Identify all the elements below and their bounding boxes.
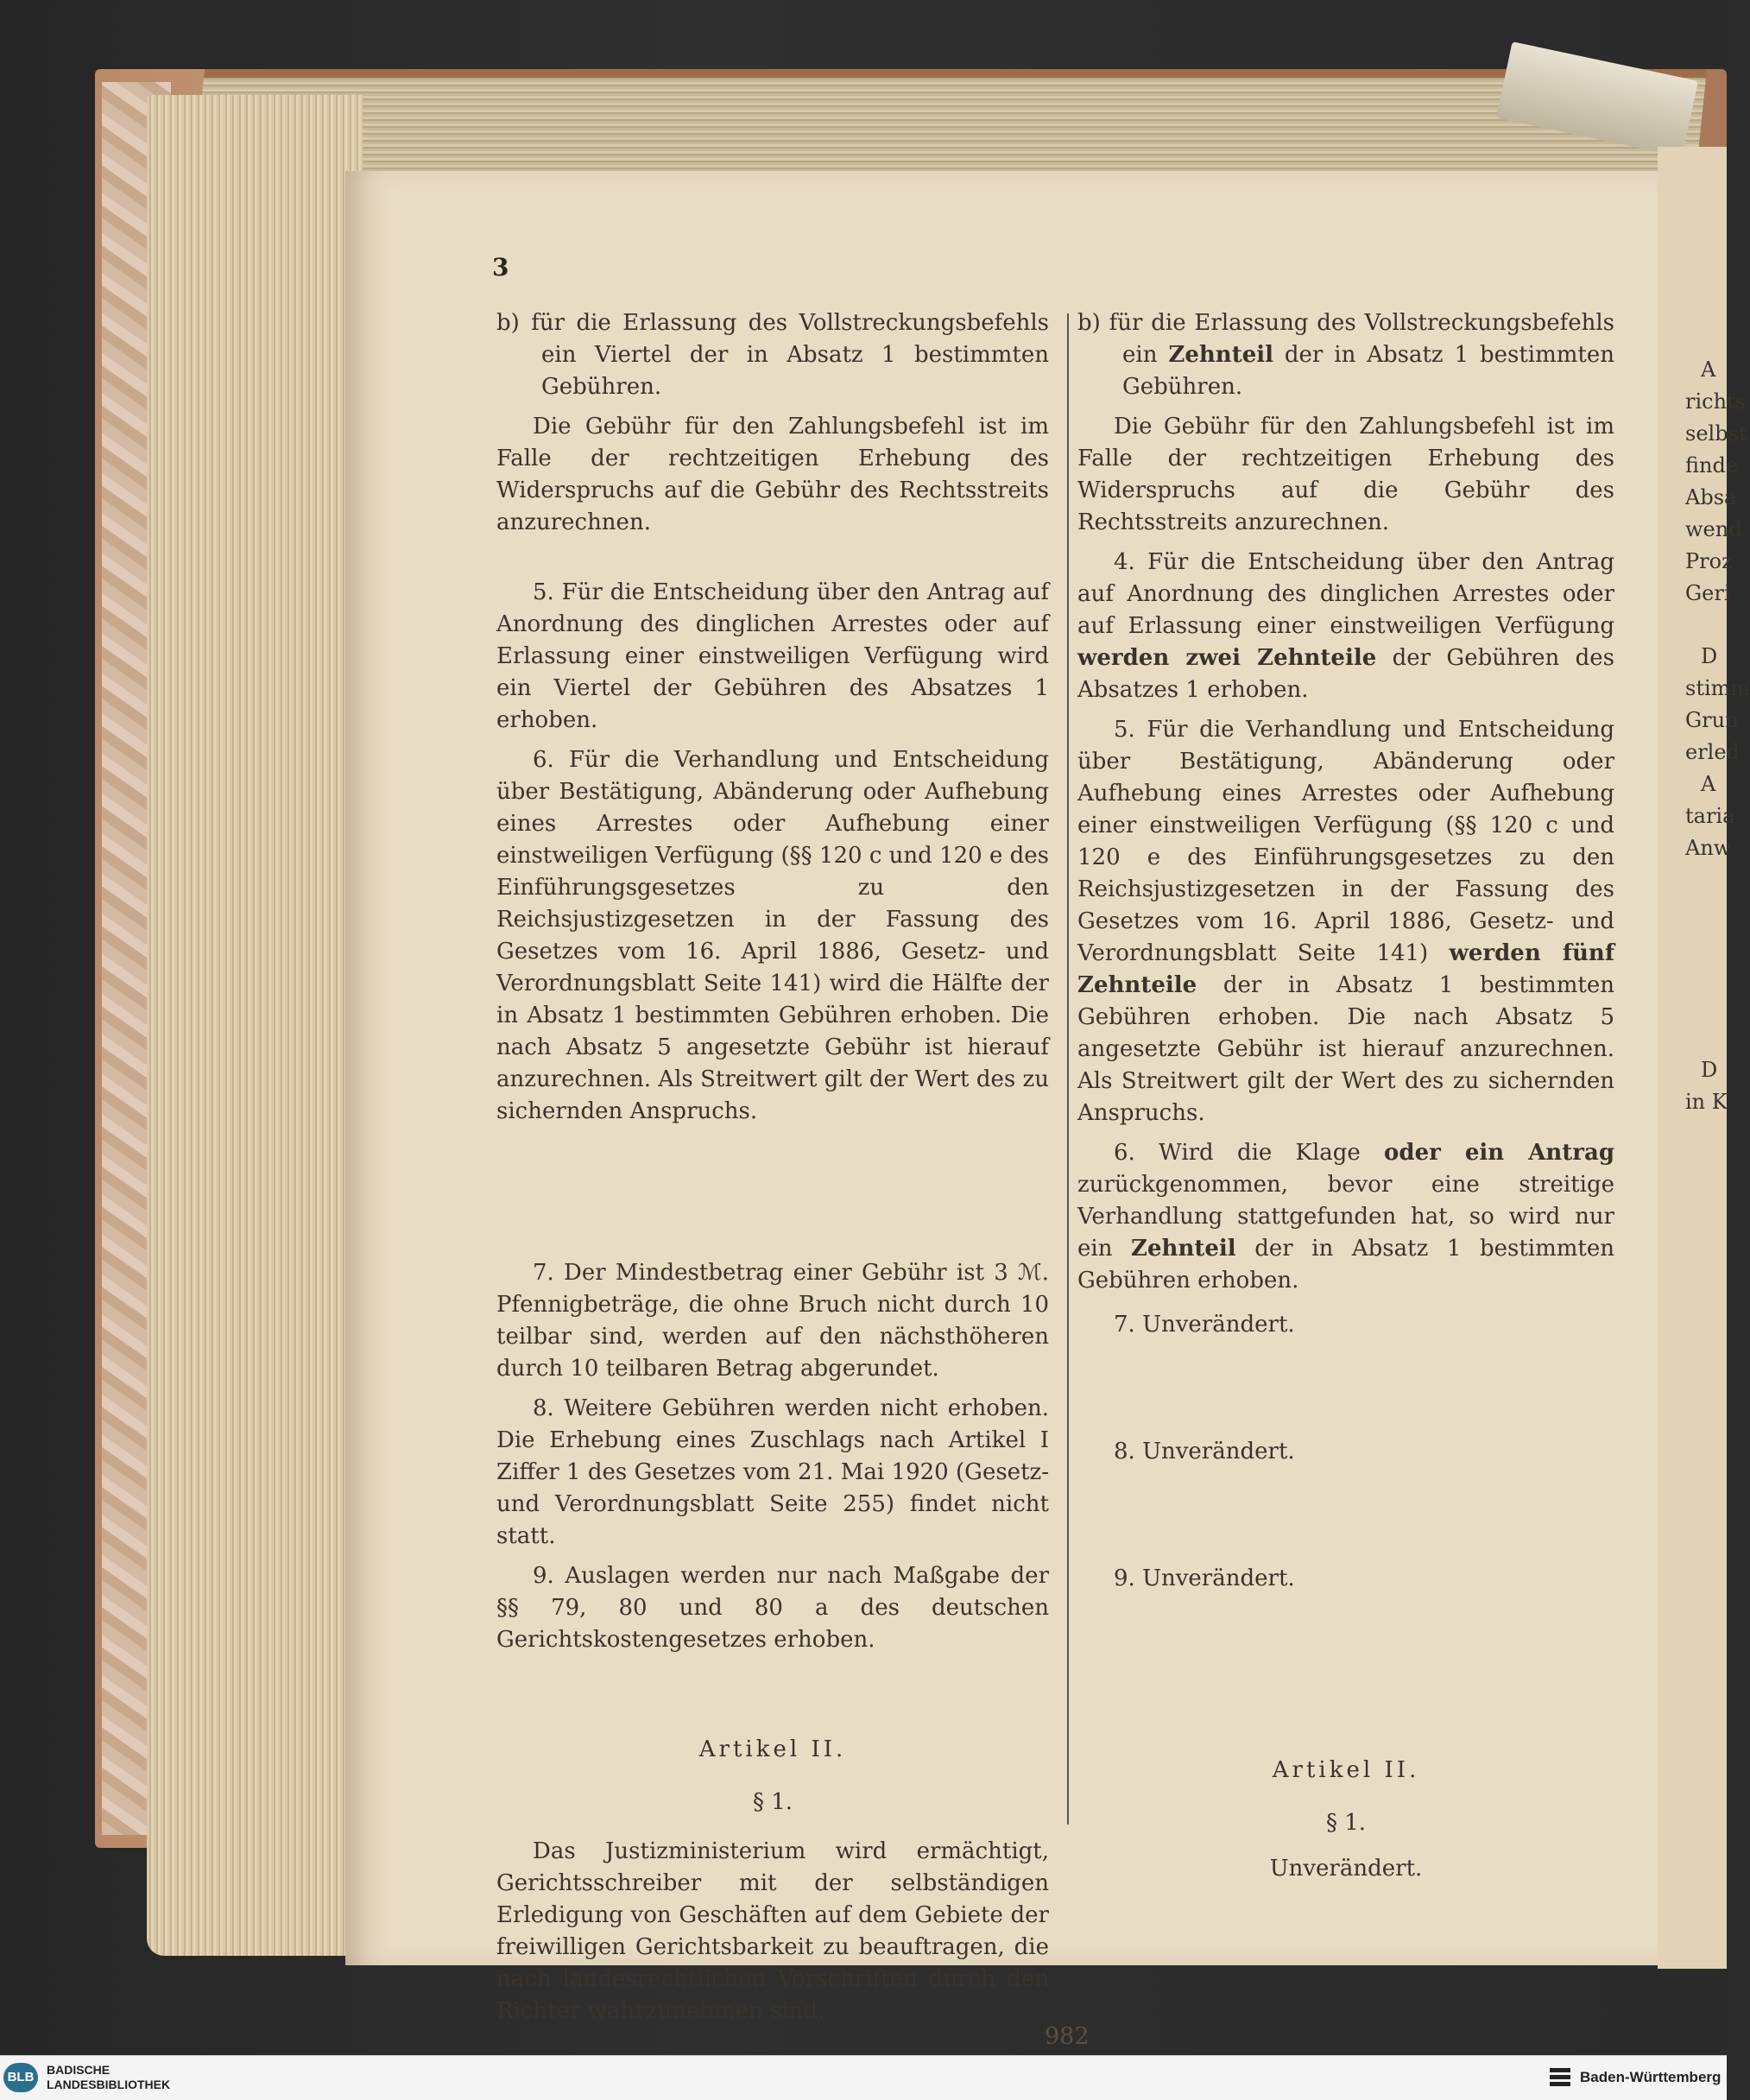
right-bold-oder-ein-antrag: oder ein Antrag (1384, 1140, 1614, 1166)
book-top-edge (193, 69, 1707, 186)
page-block-edge (147, 95, 363, 1956)
left-column-old-text (496, 307, 1049, 2035)
right-para-5: 5. Für die Verhandlung und Entscheidung über Bestätigung, Abänderung oder Aufhebung eines Arrestes oder Aufhebung einer einstweiligen Verfügung (§§ 120 c und 120 e des Einführungsgesetzes zu den Reichsjustizgesetzen in der Fassung des Gesetzes vom 16. April 1886, Gesetz- und Verordnungsblatt Seite 141) werden fünf Zehnteile der in Absatz 1 bestimmten Gebühren erhoben. Die nach Absatz 5 angesetzte Gebühr ist hierauf anzurechnen. Als Streitwert gilt der Wert des zu sichernden Anspruchs. (1077, 717, 1614, 1126)
right-item-b: b) für die Erlassung des Vollstreckungsbefehls ein Zehnteil der in Absatz 1 bestimmten Gebühren. (1077, 310, 1614, 400)
left-para-1: Die Gebühr für den Zahlungsbefehl ist im Falle der rechtzeitigen Erhebung des Widerspruchs auf die Gebühr des Rechtsstreits anzurechnen. (496, 414, 1049, 535)
right-unchanged: Unverändert. (1269, 1856, 1423, 1882)
right-bold-zwei-zehnteile: werden zwei Zehnteile (1077, 645, 1377, 671)
left-section-sign: § 1. (752, 1789, 793, 1815)
left-para-7: 7. Der Mindestbetrag einer Gebühr ist 3 ℳ. Pfennigbeträge, die ohne Bruch nicht durch 10 teilbar sind, werden auf den nächsthöheren durch 10 teilbaren Betrag abgerundet. (496, 1260, 1049, 1382)
right-bold-zehnteil-2: Zehnteil (1131, 1236, 1236, 1262)
page-number-top: 3 (492, 253, 509, 281)
page-number-bottom: 982 (1045, 2023, 1090, 2050)
left-para-10: Das Justizministerium wird ermächtigt, Gerichtsschreiber mit der selbständigen Erledigung von Geschäften auf dem Gebiete der freiwilligen Gerichtsbarkeit zu beauftragen, die nach landesrechtlichen Vorschriften durch den Richter wahrzunehmen sind. (496, 1838, 1049, 2024)
document-page (345, 171, 1658, 2050)
right-para-1: Die Gebühr für den Zahlungsbefehl ist im Falle der rechtzeitigen Erhebung des Widerspruchs auf die Gebühr des Rechtsstreits anzurechnen. (1077, 414, 1614, 535)
right-para-4: 4. Für die Entscheidung über den Antrag auf Anordnung des dinglichen Arrestes oder auf Erlassung einer einstweiligen Verfügung werden zwei Zehnteile der Gebühren des Absatzes 1 erhoben. (1077, 549, 1614, 703)
right-article-heading: Artikel II. (1272, 1757, 1420, 1783)
library-name: BADISCHE LANDESBIBLIOTHEK (47, 2063, 171, 2091)
left-para-5: 5. Für die Entscheidung über den Antrag auf Anordnung des dinglichen Arrestes oder auf Erlassung einer einstweiligen Verfügung wird ein Viertel der Gebühren des Absatzes 1 erhoben. (496, 579, 1049, 733)
facing-page-text: A richts selbst finde Absa wend Proz Geri D stimm Grun erled A taria Anw D in K (1685, 357, 1750, 1114)
baden-wuerttemberg-lions-icon (1547, 2065, 1573, 2091)
left-para-9: 9. Auslagen werden nur nach Maßgabe der §§ 79, 80 und 80 a des deutschen Gerichtskostengesetzes erhoben. (496, 1563, 1049, 1653)
right-section-sign: § 1. (1325, 1810, 1367, 1836)
right-bold-fuenf-zehnteile: werden fünf Zehnteile (1077, 940, 1614, 998)
footer-bar (0, 2055, 1727, 2100)
right-para-7: 7. Unverändert. (1114, 1312, 1295, 1338)
left-para-8: 8. Weitere Gebühren werden nicht erhoben. Die Erhebung eines Zuschlags nach Artikel I Ziffer 1 des Gesetzes vom 21. Mai 1920 (Gesetz- und Verordnungsblatt Seite 255) findet nicht statt. (496, 1395, 1049, 1549)
left-article-heading: Artikel II. (698, 1736, 847, 1762)
right-para-8: 8. Unverändert. (1114, 1439, 1295, 1464)
column-divider (1067, 313, 1069, 1825)
left-para-6: 6. Für die Verhandlung und Entscheidung über Bestätigung, Abänderung oder Aufhebung eines Arrestes oder Aufhebung einer einstweiligen Verfügung (§§ 120 c und 120 e des Einführungsgesetzes zu den Reichsjustizgesetzen in der Fassung des Gesetzes vom 16. April 1886, Gesetz- und Verordnungsblatt Seite 141) wird die Hälfte der in Absatz 1 bestimmten Gebühren erhoben. Die nach Absatz 5 angesetzte Gebühr ist hierauf anzurechnen. Als Streitwert gilt der Wert des zu sichernden Anspruchs. (496, 747, 1049, 1124)
right-para-6: 6. Wird die Klage oder ein Antrag zurückgenommen, bevor eine streitige Verhandlung stattgefunden hat, so wird nur ein Zehnteil der in Absatz 1 bestimmten Gebühren erhoben. (1077, 1140, 1614, 1294)
blb-logo[interactable]: BLB (3, 2063, 38, 2092)
right-para-9: 9. Unverändert. (1114, 1566, 1295, 1591)
state-name[interactable]: Baden-Württemberg (1580, 2069, 1722, 2085)
right-column-new-text (1077, 307, 1614, 1893)
right-bold-zehnteil-1: Zehnteil (1168, 342, 1273, 368)
left-item-b: b) für die Erlassung des Vollstreckungsbefehls ein Viertel der in Absatz 1 bestimmten Gebühren. (496, 310, 1049, 400)
